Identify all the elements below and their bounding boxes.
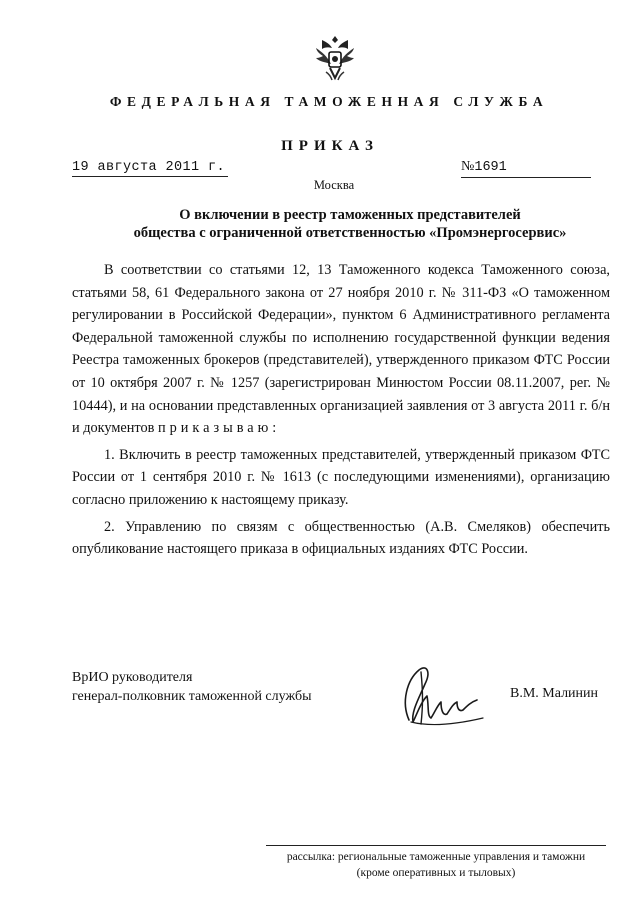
order-number: 1691 [474,160,507,175]
order-subject [100,206,600,242]
number-sign: № [461,159,475,174]
mailing-list [266,849,606,881]
signer-name: В.М. Малинин [510,686,599,701]
footer-divider [266,845,606,846]
order-item-2: 2. Управлению по связям с общественностью (А.В. Смеляков) обеспечить опубликование настоящего приказа в официальных изданиях ФТС России. [72,518,610,558]
subject-line-1: О включении в реестр таможенных представителей [179,207,521,223]
order-item-1: 1. Включить в реестр таможенных представителей, утвержденный приказом ФТС России от 1 сентября 2010 г. № 1613 (с последующими изменениями), организацию согласно приложению к настоящему приказу. [72,446,610,508]
order-body [72,259,610,561]
agency-name: ФЕДЕРАЛЬНАЯ ТАМОЖЕННАЯ СЛУЖБА [109,94,549,109]
signer-block [72,668,372,706]
subject-line-2: общества с ограниченной ответственностью «Промэнергосервис» [133,225,567,241]
order-number-field [461,158,591,178]
signer-title-line-2: генерал-полковник таможенной службы [72,689,312,704]
signer-title-line-1: ВрИО руководителя [72,670,193,685]
order-date: 19 августа 2011 г. [72,160,228,177]
order-word: приказываю: [157,420,281,437]
russian-coat-of-arms-icon [312,32,358,84]
preamble-paragraph [72,259,610,440]
city: Москва [313,178,355,192]
mailing-line-2: (кроме оперативных и тыловых) [356,867,516,879]
mailing-line-1: рассылка: региональные таможенные управления и таможни [286,851,586,863]
document-type-title: ПРИКАЗ [281,138,379,154]
handwritten-signature [397,662,489,732]
preamble-text: В соответствии со статьями 12, 13 Таможенного кодекса Таможенного союза, статьями 58, 61 Федерального закона от 27 ноября 2010 г. № 311-ФЗ «О таможенном регулировании в Российской Федерации», пунктом 6 Административного регламента Федеральной таможенной службы по исполнению государственной функции ведения Реестра таможенных брокеров (представителей), утвержденного приказом ФТС России от 10 октября 2007 г. № 1257 (зарегистрирован Минюстом России 08.11.2007, рег. № 10444), и на основании представленных организацией заявления от 3 августа 2011 г. б/н и документов [72,262,610,437]
